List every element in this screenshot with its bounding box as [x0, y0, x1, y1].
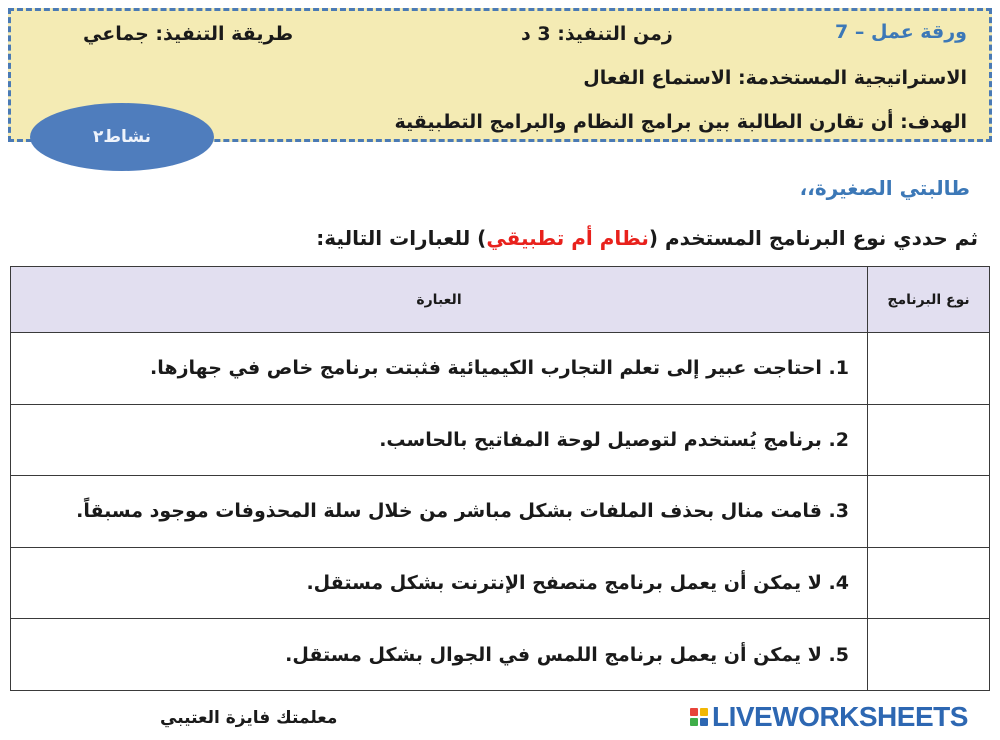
worksheet-title: ورقة عمل – 7: [835, 21, 967, 43]
strategy-line: الاستراتيجية المستخدمة: الاستماع الفعال: [583, 67, 967, 89]
statement-cell: 2. برنامج يُستخدم لتوصيل لوحة المفاتيح بالحاسب.: [11, 404, 868, 476]
activity-badge-label: نشاط٢: [92, 127, 152, 147]
logo-square: [700, 708, 708, 716]
statement-cell: 4. لا يمكن أن يعمل برنامج متصفح الإنترنت بشكل مستقل.: [11, 547, 868, 619]
instruction: [316, 226, 978, 250]
instruction-before: ثم حددي نوع البرنامج المستخدم (: [648, 226, 978, 250]
instruction-highlight: نظام أم تطبيقي: [486, 226, 649, 250]
greeting: طالبتي الصغيرة،،: [799, 176, 970, 200]
teacher-signature: معلمتك فايزة العتيبي: [160, 708, 338, 728]
program-type-answer-cell[interactable]: [868, 404, 990, 476]
program-type-answer-cell[interactable]: [868, 476, 990, 548]
program-type-answer-cell[interactable]: [868, 619, 990, 691]
table-row: [11, 476, 990, 548]
liveworksheets-logo[interactable]: [690, 700, 990, 734]
logo-grid-icon: [690, 708, 708, 726]
instruction-after: ) للعبارات التالية:: [316, 226, 487, 250]
table-row: [11, 547, 990, 619]
logo-square: [690, 708, 698, 716]
table-row: [11, 333, 990, 405]
program-type-answer-cell[interactable]: [868, 547, 990, 619]
logo-square: [690, 718, 698, 726]
goal-line: الهدف: أن تقارن الطالبة بين برامج النظام والبرامج التطبيقية: [394, 111, 967, 133]
classification-table: [10, 266, 990, 691]
statement-cell: 5. لا يمكن أن يعمل برنامج اللمس في الجوال بشكل مستقل.: [11, 619, 868, 691]
logo-square: [700, 718, 708, 726]
header-statement: العبارة: [11, 267, 868, 333]
logo-text: LIVEWORKSHEETS: [712, 701, 968, 732]
statement-cell: 3. قامت منال بحذف الملفات بشكل مباشر من خلال سلة المحذوفات موجود مسبقاً.: [11, 476, 868, 548]
table-row: [11, 619, 990, 691]
execution-method: طريقة التنفيذ: جماعي: [83, 23, 294, 45]
execution-time: زمن التنفيذ: 3 د: [521, 23, 673, 45]
statement-cell: 1. احتاجت عبير إلى تعلم التجارب الكيميائية فثبتت برنامج خاص في جهازها.: [11, 333, 868, 405]
table-header-row: [11, 267, 990, 333]
header-program-type: نوع البرنامج: [868, 267, 990, 333]
table-row: [11, 404, 990, 476]
program-type-answer-cell[interactable]: [868, 333, 990, 405]
activity-badge: [30, 103, 214, 171]
